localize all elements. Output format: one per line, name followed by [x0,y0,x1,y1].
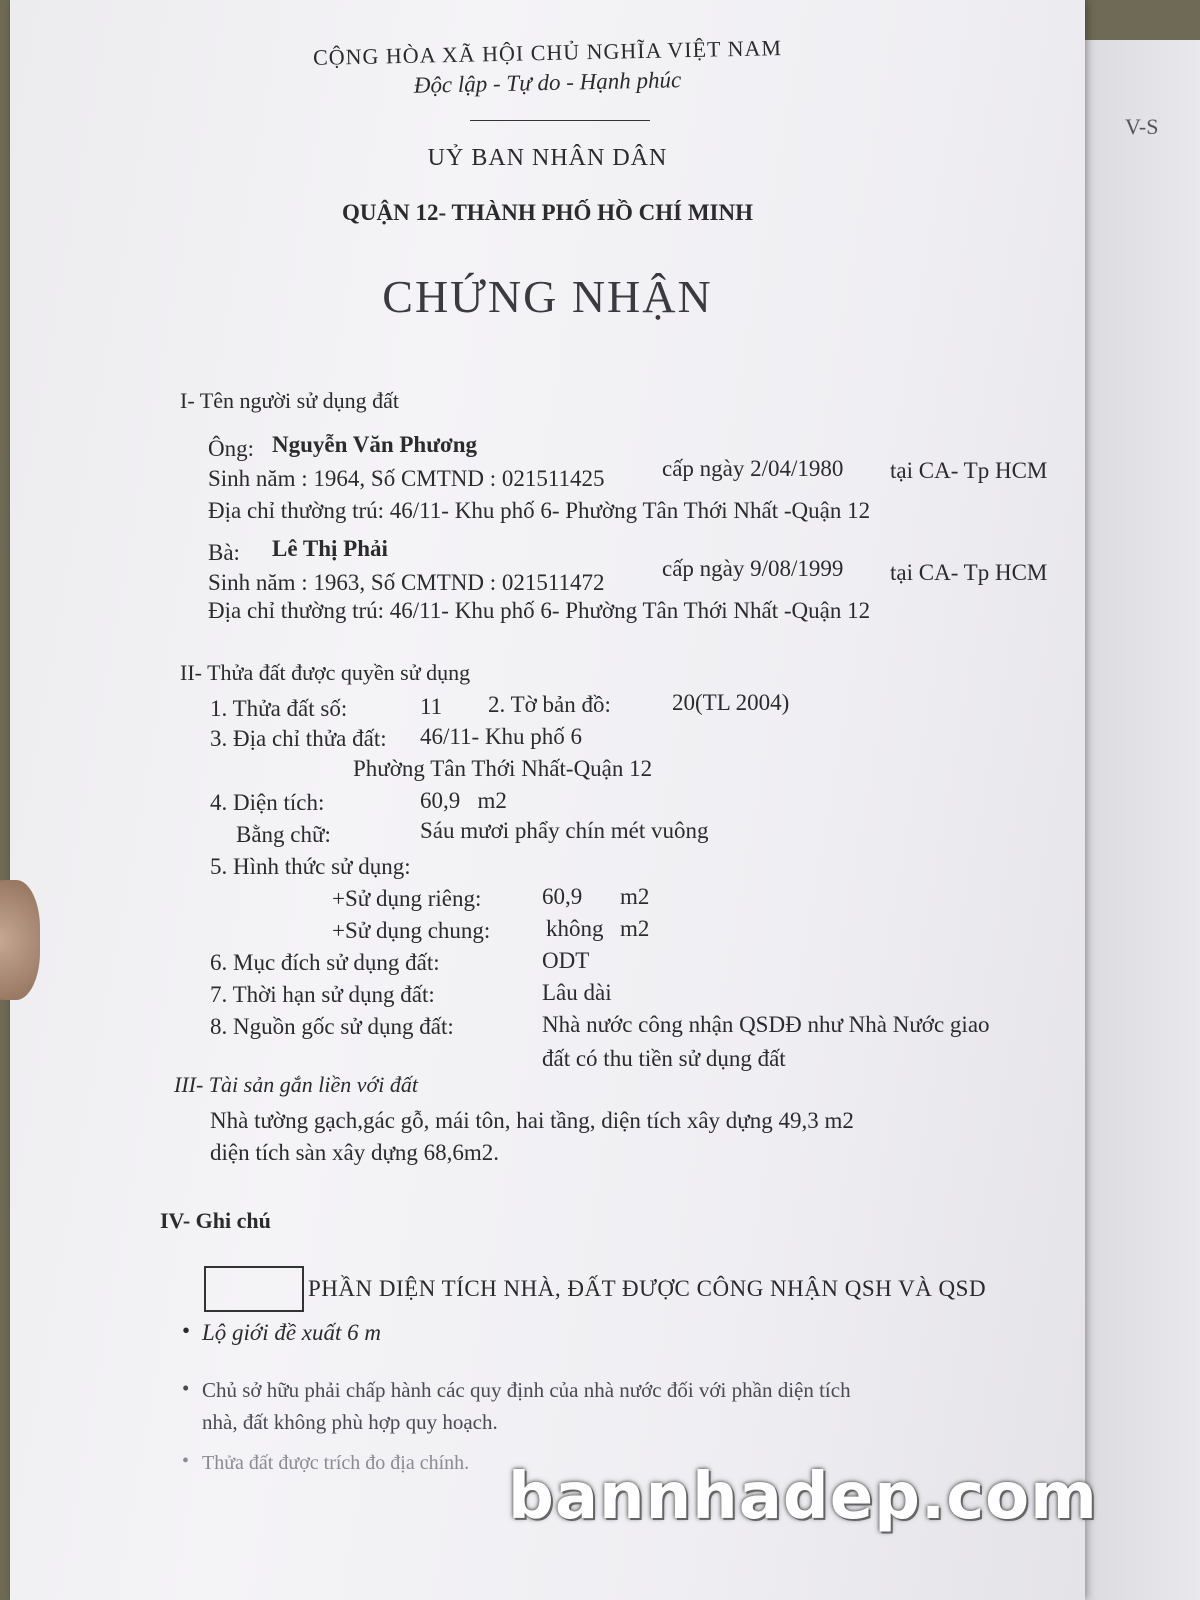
area-words-value: Sáu mươi phẩy chín mét vuông [420,818,709,843]
note-2-bullet-icon: • [182,1376,190,1400]
map-value: 20(TL 2004) [672,690,790,715]
origin-line-1: Nhà nước công nhận QSDĐ như Nhà Nước giao [542,1012,990,1037]
page-title: CHỨNG NHẬN [382,271,713,322]
note-2-line-1: Chủ sở hữu phải chấp hành các quy định của nhà nước đối với phần diện tích [202,1378,851,1402]
area-words-label: Bằng chữ: [236,822,331,847]
owner2-place: tại CA- Tp HCM [890,560,1048,585]
purpose-label: 6. Mục đích sử dụng đất: [210,950,440,975]
legend-text: PHẦN DIỆN TÍCH NHÀ, ĐẤT ĐƯỢC CÔNG NHẬN QSH VÀ QSD [308,1276,987,1301]
district-name: QUẬN 12- THÀNH PHỐ HỒ CHÍ MINH [341,200,754,225]
owner1-name: Nguyễn Văn Phương [272,432,478,457]
address-label: 3. Địa chỉ thửa đất: [210,726,387,751]
section-2-heading: II- Thửa đất được quyền sử dụng [180,660,471,685]
owner2-issued: cấp ngày 9/08/1999 [662,556,844,581]
motto: Độc lập - Tự do - Hạnh phúc [413,67,682,98]
owner2-name: Lê Thị Phải [272,536,388,561]
asset-line-2: diện tích sàn xây dựng 68,6m2. [210,1140,500,1165]
purpose-value: ODT [542,948,590,973]
watermark: bannhadep.com [508,1460,1098,1534]
usage-form-label: 5. Hình thức sử dụng: [210,854,411,879]
legend-box [204,1266,304,1312]
note-2-line-2: nhà, đất không phù hợp quy hoạch. [202,1410,498,1434]
shared-use-value: không [546,916,604,941]
owner2-birth: Sinh năm : 1963, Số CMTND : 021511472 [208,570,605,595]
side-note: V-S [1125,114,1159,139]
private-use-label: +Sử dụng riêng: [332,886,482,911]
owner1-issued: cấp ngày 2/04/1980 [662,456,844,481]
area-label: 4. Diện tích: [210,790,325,815]
section-3-heading: III- Tài sản gắn liền với đất [174,1072,418,1097]
note-1-bullet-icon: • [182,1318,191,1343]
parcel-label: 1. Thửa đất số: [210,696,348,721]
owner1-address: Địa chỉ thường trú: 46/11- Khu phố 6- Phường Tân Thới Nhất -Quận 12 [208,498,871,523]
owner1-birth: Sinh năm : 1964, Số CMTND : 021511425 [208,466,605,491]
origin-line-2: đất có thu tiền sử dụng đất [542,1046,786,1071]
header-divider [470,120,650,121]
private-use-unit: m2 [620,884,650,909]
asset-line-1: Nhà tường gạch,gác gỗ, mái tôn, hai tầng, diện tích xây dựng 49,3 m2 [210,1108,854,1133]
term-value: Lâu dài [542,980,612,1005]
note-3-bullet-icon: • [182,1450,190,1472]
shared-use-unit: m2 [620,916,650,941]
private-use-value: 60,9 [542,884,583,909]
term-label: 7. Thời hạn sử dụng đất: [210,982,435,1007]
note-3: Thửa đất được trích đo địa chính. [202,1452,470,1474]
origin-label: 8. Nguồn gốc sử dụng đất: [210,1014,454,1039]
owner1-prefix: Ông: [208,436,254,461]
map-label: 2. Tờ bản đồ: [488,692,611,717]
adjacent-page [1085,40,1200,1600]
section-4-heading: IV- Ghi chú [160,1208,271,1233]
area-value: 60,9 m2 [420,788,507,813]
section-1-heading: I- Tên người sử dụng đất [180,388,399,413]
owner2-address: Địa chỉ thường trú: 46/11- Khu phố 6- Phường Tân Thới Nhất -Quận 12 [208,598,871,623]
address-line-1: 46/11- Khu phố 6 [420,724,583,749]
address-line-2: Phường Tân Thới Nhất-Quận 12 [353,756,653,781]
owner2-prefix: Bà: [208,540,240,565]
parcel-value: 11 [420,694,443,719]
shared-use-label: +Sử dụng chung: [332,918,491,943]
certificate-page [10,0,1085,1600]
finger-holding-page [0,880,40,1000]
committee-name: UỶ BAN NHÂN DÂN [427,145,668,171]
nation-header: CỘNG HÒA XÃ HỘI CHỦ NGHĨA VIỆT NAM [312,35,783,70]
note-1: Lộ giới đề xuất 6 m [202,1320,382,1345]
owner1-place: tại CA- Tp HCM [890,458,1048,483]
